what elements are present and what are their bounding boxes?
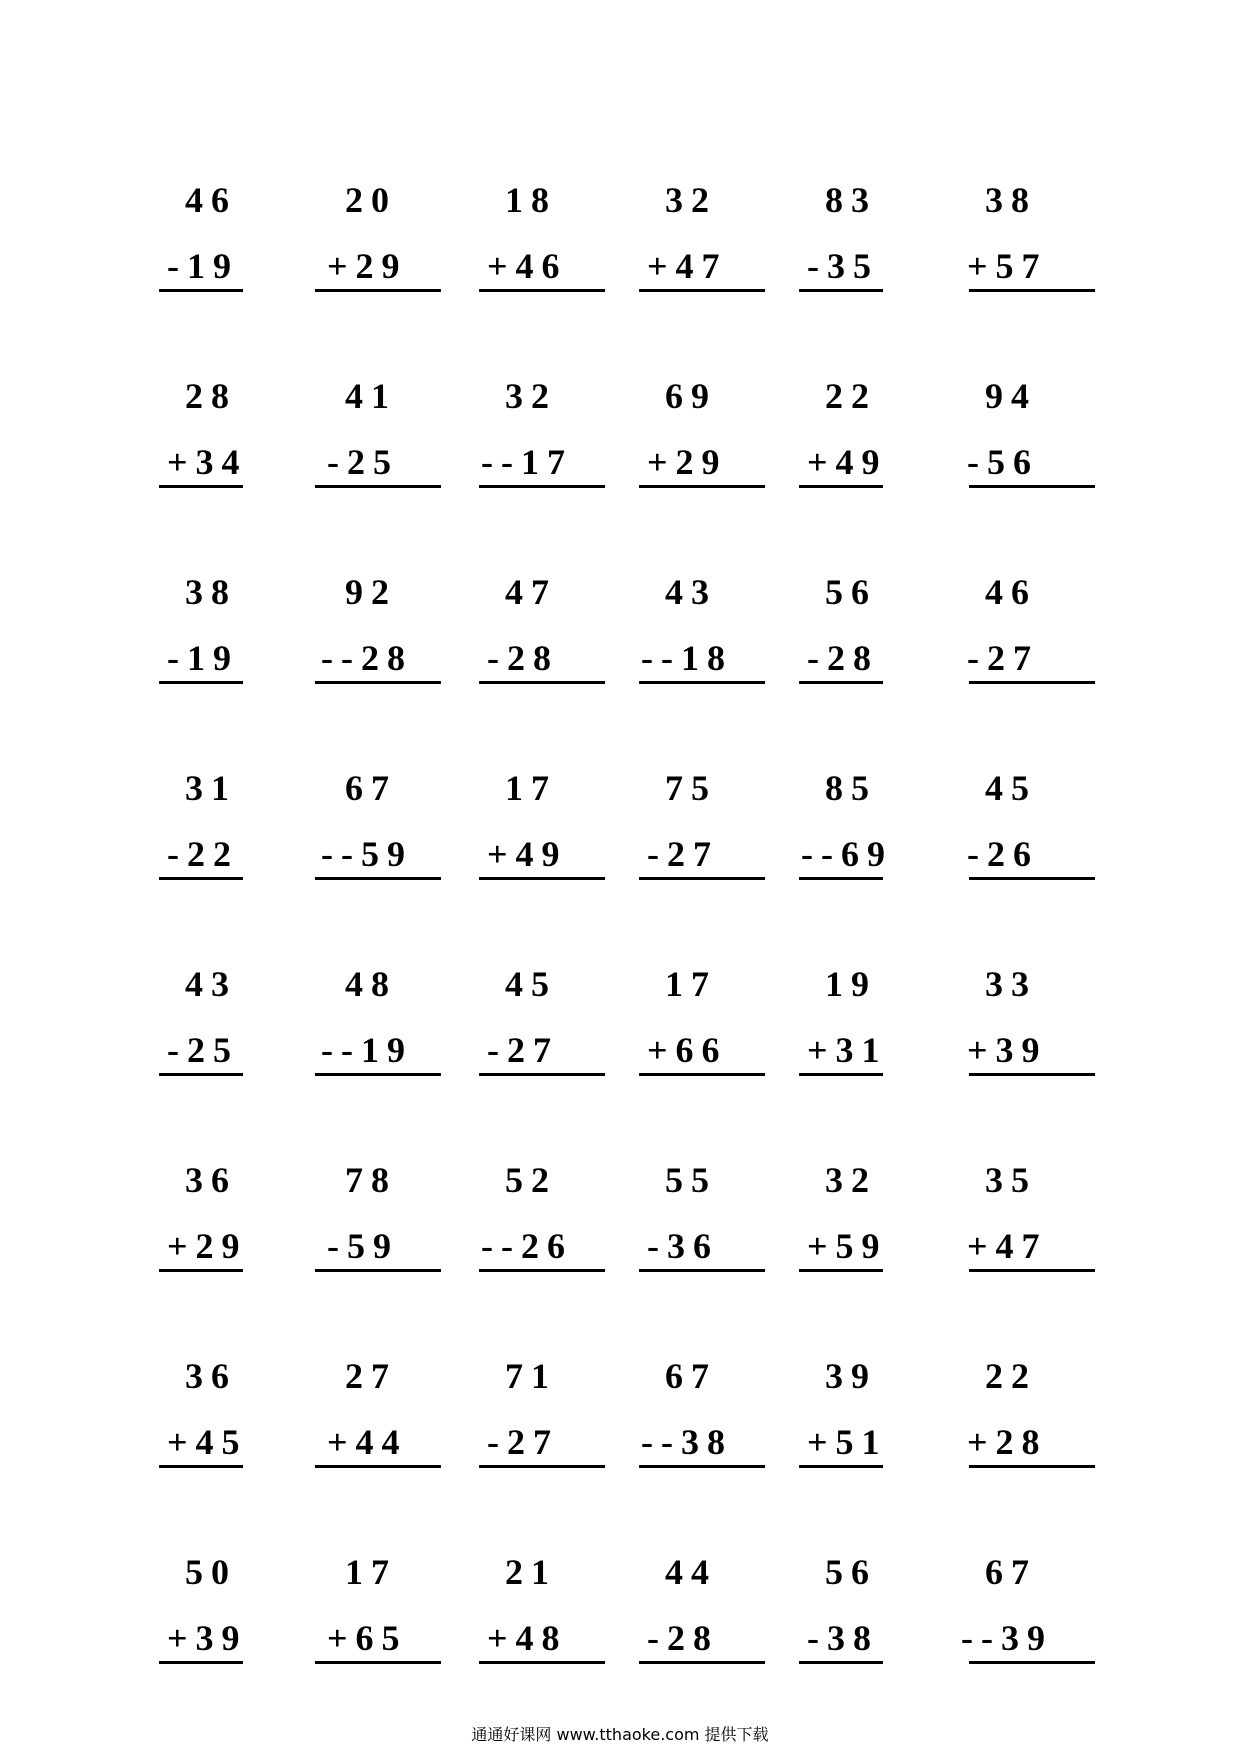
arithmetic-problem bbox=[963, 182, 1113, 322]
operand-with-operator: +29 bbox=[327, 246, 408, 286]
answer-underline bbox=[639, 681, 765, 684]
answer-underline bbox=[969, 1269, 1095, 1272]
arithmetic-problem bbox=[323, 574, 473, 714]
top-number: 44 bbox=[665, 1552, 717, 1592]
operand-with-operator: +29 bbox=[647, 442, 728, 482]
operand-with-operator: -27 bbox=[487, 1030, 559, 1070]
operand-with-operator: --18 bbox=[641, 638, 733, 678]
top-number: 36 bbox=[185, 1160, 237, 1200]
top-number: 17 bbox=[505, 768, 557, 808]
answer-underline bbox=[479, 289, 605, 292]
top-number: 50 bbox=[185, 1552, 237, 1592]
answer-underline bbox=[479, 1465, 605, 1468]
top-number: 52 bbox=[505, 1160, 557, 1200]
top-number: 18 bbox=[505, 180, 557, 220]
top-number: 56 bbox=[825, 1552, 877, 1592]
arithmetic-problem bbox=[323, 1358, 473, 1498]
answer-underline bbox=[969, 1661, 1095, 1664]
top-number: 67 bbox=[345, 768, 397, 808]
arithmetic-problem bbox=[323, 770, 473, 910]
answer-underline bbox=[639, 877, 765, 880]
top-number: 21 bbox=[505, 1552, 557, 1592]
operand-with-operator: +57 bbox=[967, 246, 1048, 286]
answer-underline bbox=[159, 289, 243, 292]
operand-with-operator: --38 bbox=[641, 1422, 733, 1462]
arithmetic-problem bbox=[803, 182, 953, 322]
arithmetic-problem bbox=[643, 770, 793, 910]
top-number: 85 bbox=[825, 768, 877, 808]
top-number: 45 bbox=[505, 964, 557, 1004]
top-number: 28 bbox=[185, 376, 237, 416]
top-number: 19 bbox=[825, 964, 877, 1004]
operand-with-operator: -27 bbox=[487, 1422, 559, 1462]
top-number: 69 bbox=[665, 376, 717, 416]
answer-underline bbox=[159, 485, 243, 488]
arithmetic-problem bbox=[803, 770, 953, 910]
arithmetic-problem bbox=[803, 1358, 953, 1498]
top-number: 41 bbox=[345, 376, 397, 416]
arithmetic-problem bbox=[323, 182, 473, 322]
answer-underline bbox=[159, 1073, 243, 1076]
top-number: 32 bbox=[665, 180, 717, 220]
operand-with-operator: +29 bbox=[167, 1226, 248, 1266]
top-number: 39 bbox=[825, 1356, 877, 1396]
arithmetic-problem bbox=[963, 1162, 1113, 1302]
arithmetic-problem bbox=[163, 1358, 313, 1498]
operand-with-operator: +48 bbox=[487, 1618, 568, 1658]
operand-with-operator: -25 bbox=[167, 1030, 239, 1070]
arithmetic-problem bbox=[163, 574, 313, 714]
top-number: 17 bbox=[665, 964, 717, 1004]
answer-underline bbox=[969, 1073, 1095, 1076]
top-number: 38 bbox=[985, 180, 1037, 220]
arithmetic-problem bbox=[803, 1554, 953, 1694]
arithmetic-problem bbox=[963, 1554, 1113, 1694]
operand-with-operator: -38 bbox=[807, 1618, 879, 1658]
top-number: 46 bbox=[185, 180, 237, 220]
operand-with-operator: +51 bbox=[807, 1422, 888, 1462]
arithmetic-problem bbox=[323, 378, 473, 518]
answer-underline bbox=[969, 681, 1095, 684]
answer-underline bbox=[799, 1073, 883, 1076]
operand-with-operator: -28 bbox=[647, 1618, 719, 1658]
top-number: 78 bbox=[345, 1160, 397, 1200]
answer-underline bbox=[799, 1465, 883, 1468]
answer-underline bbox=[479, 877, 605, 880]
operand-with-operator: -59 bbox=[327, 1226, 399, 1266]
answer-underline bbox=[315, 289, 441, 292]
answer-underline bbox=[969, 289, 1095, 292]
arithmetic-problem bbox=[483, 1554, 633, 1694]
arithmetic-problem bbox=[643, 966, 793, 1106]
operand-with-operator: -22 bbox=[167, 834, 239, 874]
top-number: 43 bbox=[665, 572, 717, 612]
top-number: 32 bbox=[825, 1160, 877, 1200]
arithmetic-problem bbox=[163, 378, 313, 518]
operand-with-operator: +46 bbox=[487, 246, 568, 286]
top-number: 35 bbox=[985, 1160, 1037, 1200]
answer-underline bbox=[969, 485, 1095, 488]
operand-with-operator: -35 bbox=[807, 246, 879, 286]
answer-underline bbox=[799, 289, 883, 292]
answer-underline bbox=[639, 1269, 765, 1272]
arithmetic-problem bbox=[643, 1358, 793, 1498]
answer-underline bbox=[799, 681, 883, 684]
arithmetic-problem bbox=[483, 182, 633, 322]
answer-underline bbox=[315, 1073, 441, 1076]
answer-underline bbox=[969, 1465, 1095, 1468]
operand-with-operator: -19 bbox=[167, 246, 239, 286]
operand-with-operator: --28 bbox=[321, 638, 413, 678]
top-number: 22 bbox=[825, 376, 877, 416]
answer-underline bbox=[969, 877, 1095, 880]
top-number: 17 bbox=[345, 1552, 397, 1592]
arithmetic-problem bbox=[483, 770, 633, 910]
operand-with-operator: -27 bbox=[967, 638, 1039, 678]
arithmetic-problem bbox=[963, 966, 1113, 1106]
answer-underline bbox=[315, 485, 441, 488]
arithmetic-problem bbox=[963, 574, 1113, 714]
arithmetic-problem bbox=[643, 1162, 793, 1302]
arithmetic-problem bbox=[323, 1554, 473, 1694]
answer-underline bbox=[639, 1465, 765, 1468]
answer-underline bbox=[799, 485, 883, 488]
arithmetic-problem bbox=[323, 1162, 473, 1302]
top-number: 22 bbox=[985, 1356, 1037, 1396]
top-number: 75 bbox=[665, 768, 717, 808]
arithmetic-problem bbox=[643, 1554, 793, 1694]
answer-underline bbox=[159, 681, 243, 684]
operand-with-operator: +39 bbox=[967, 1030, 1048, 1070]
operand-with-operator: -36 bbox=[647, 1226, 719, 1266]
operand-with-operator: -28 bbox=[807, 638, 879, 678]
answer-underline bbox=[799, 877, 883, 880]
answer-underline bbox=[159, 877, 243, 880]
arithmetic-problem bbox=[323, 966, 473, 1106]
top-number: 46 bbox=[985, 572, 1037, 612]
top-number: 94 bbox=[985, 376, 1037, 416]
arithmetic-problem bbox=[803, 378, 953, 518]
top-number: 36 bbox=[185, 1356, 237, 1396]
top-number: 27 bbox=[345, 1356, 397, 1396]
top-number: 33 bbox=[985, 964, 1037, 1004]
top-number: 47 bbox=[505, 572, 557, 612]
arithmetic-problem bbox=[163, 770, 313, 910]
answer-underline bbox=[639, 289, 765, 292]
operand-with-operator: -25 bbox=[327, 442, 399, 482]
answer-underline bbox=[315, 1661, 441, 1664]
operand-with-operator: -27 bbox=[647, 834, 719, 874]
operand-with-operator: -19 bbox=[167, 638, 239, 678]
operand-with-operator: +44 bbox=[327, 1422, 408, 1462]
operand-with-operator: --19 bbox=[321, 1030, 413, 1070]
arithmetic-problem bbox=[963, 770, 1113, 910]
answer-underline bbox=[479, 681, 605, 684]
top-number: 55 bbox=[665, 1160, 717, 1200]
top-number: 67 bbox=[665, 1356, 717, 1396]
arithmetic-problem bbox=[803, 966, 953, 1106]
operand-with-operator: +49 bbox=[807, 442, 888, 482]
answer-underline bbox=[159, 1465, 243, 1468]
operand-with-operator: --69 bbox=[801, 834, 893, 874]
answer-underline bbox=[479, 1073, 605, 1076]
arithmetic-problem bbox=[483, 1358, 633, 1498]
operand-with-operator: --59 bbox=[321, 834, 413, 874]
answer-underline bbox=[315, 877, 441, 880]
answer-underline bbox=[799, 1269, 883, 1272]
operand-with-operator: --17 bbox=[481, 442, 573, 482]
answer-underline bbox=[479, 1269, 605, 1272]
operand-with-operator: +31 bbox=[807, 1030, 888, 1070]
operand-with-operator: --26 bbox=[481, 1226, 573, 1266]
arithmetic-problem bbox=[163, 182, 313, 322]
operand-with-operator: +47 bbox=[967, 1226, 1048, 1266]
top-number: 92 bbox=[345, 572, 397, 612]
arithmetic-problem bbox=[163, 1554, 313, 1694]
arithmetic-problem bbox=[803, 1162, 953, 1302]
operand-with-operator: +66 bbox=[647, 1030, 728, 1070]
operand-with-operator: +65 bbox=[327, 1618, 408, 1658]
top-number: 32 bbox=[505, 376, 557, 416]
operand-with-operator: -28 bbox=[487, 638, 559, 678]
answer-underline bbox=[315, 681, 441, 684]
top-number: 31 bbox=[185, 768, 237, 808]
arithmetic-problem bbox=[643, 182, 793, 322]
operand-with-operator: +59 bbox=[807, 1226, 888, 1266]
arithmetic-problem bbox=[163, 966, 313, 1106]
top-number: 38 bbox=[185, 572, 237, 612]
arithmetic-problem bbox=[643, 574, 793, 714]
operand-with-operator: -56 bbox=[967, 442, 1039, 482]
top-number: 71 bbox=[505, 1356, 557, 1396]
top-number: 43 bbox=[185, 964, 237, 1004]
operand-with-operator: +49 bbox=[487, 834, 568, 874]
answer-underline bbox=[479, 485, 605, 488]
top-number: 45 bbox=[985, 768, 1037, 808]
operand-with-operator: +28 bbox=[967, 1422, 1048, 1462]
arithmetic-problem bbox=[483, 574, 633, 714]
footer-text: 通通好课网 www.tthaoke.com 提供下载 bbox=[471, 1725, 769, 1744]
arithmetic-problem bbox=[483, 378, 633, 518]
answer-underline bbox=[315, 1269, 441, 1272]
arithmetic-problem bbox=[483, 966, 633, 1106]
top-number: 20 bbox=[345, 180, 397, 220]
arithmetic-problem bbox=[483, 1162, 633, 1302]
answer-underline bbox=[639, 1661, 765, 1664]
top-number: 83 bbox=[825, 180, 877, 220]
top-number: 48 bbox=[345, 964, 397, 1004]
arithmetic-problem bbox=[803, 574, 953, 714]
top-number: 67 bbox=[985, 1552, 1037, 1592]
arithmetic-problem bbox=[643, 378, 793, 518]
answer-underline bbox=[315, 1465, 441, 1468]
operand-with-operator: -26 bbox=[967, 834, 1039, 874]
operand-with-operator: --39 bbox=[961, 1618, 1053, 1658]
operand-with-operator: +45 bbox=[167, 1422, 248, 1462]
answer-underline bbox=[639, 1073, 765, 1076]
arithmetic-problem bbox=[963, 378, 1113, 518]
operand-with-operator: +34 bbox=[167, 442, 248, 482]
answer-underline bbox=[159, 1269, 243, 1272]
operand-with-operator: +39 bbox=[167, 1618, 248, 1658]
answer-underline bbox=[799, 1661, 883, 1664]
answer-underline bbox=[159, 1661, 243, 1664]
answer-underline bbox=[479, 1661, 605, 1664]
operand-with-operator: +47 bbox=[647, 246, 728, 286]
arithmetic-problem bbox=[963, 1358, 1113, 1498]
top-number: 56 bbox=[825, 572, 877, 612]
answer-underline bbox=[639, 485, 765, 488]
arithmetic-problem bbox=[163, 1162, 313, 1302]
